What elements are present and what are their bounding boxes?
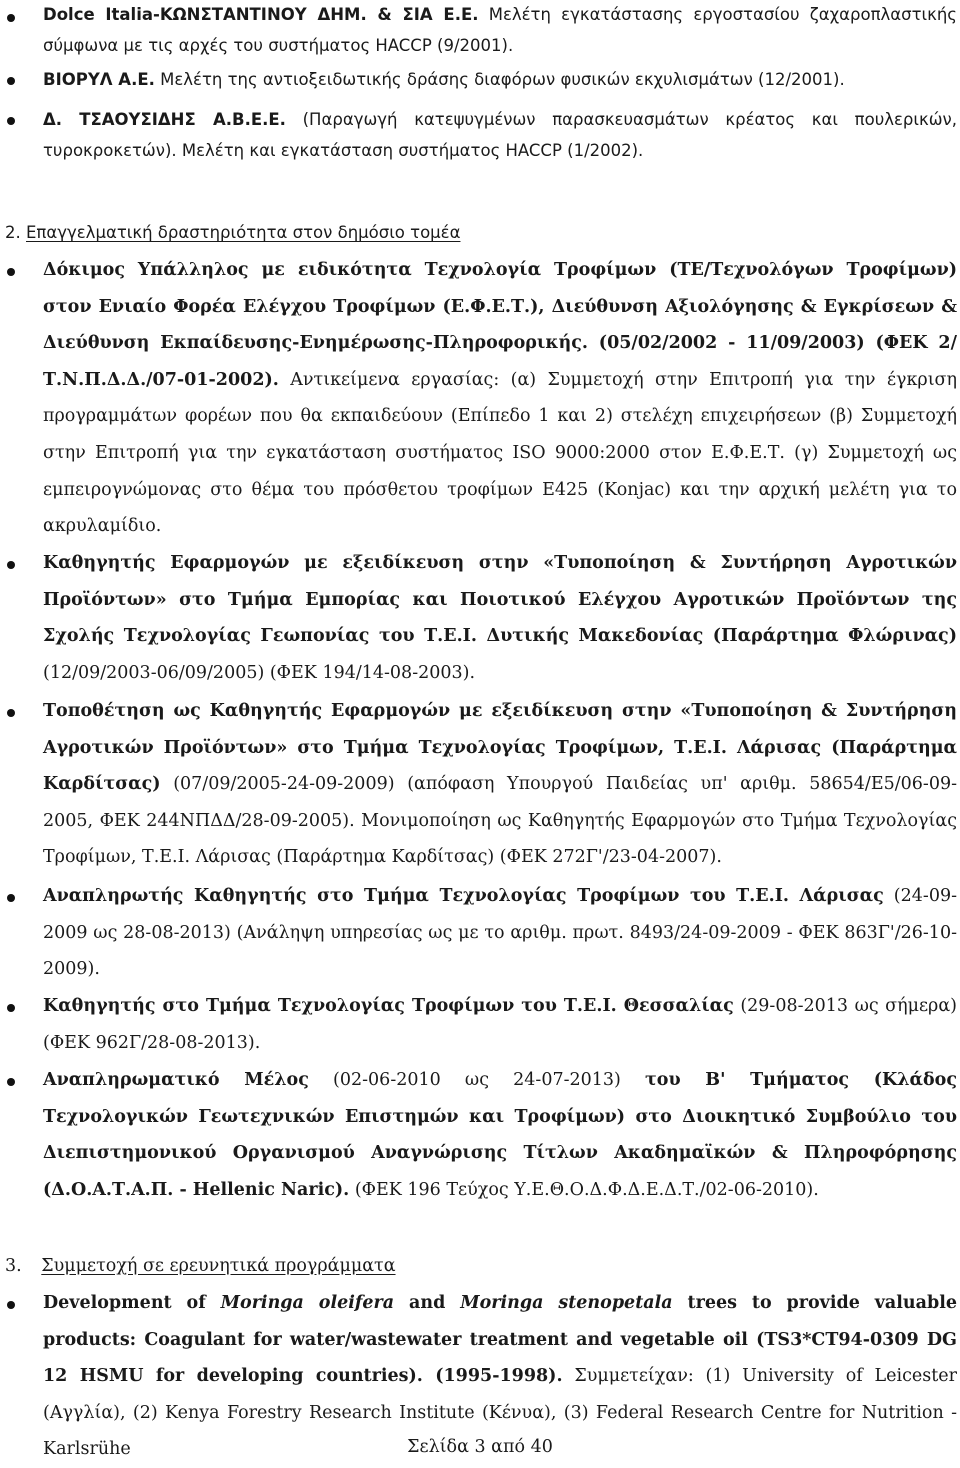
list-item-text xyxy=(43,878,957,988)
item-description: (24-09-2009 ως 28-08-2013) (Ανάληψη υπηρεσίας ως με το αριθμ. πρωτ. 8493/24-09-2009 - ΦΕΚ 863Γ'/26-10-2009). xyxy=(43,886,957,980)
bullet-icon xyxy=(7,77,15,85)
board-description: του Β' Τμήματος (Κλάδος Τεχνολογικών Γεωτεχνικών Επιστημών και Τροφίμων) στο Διοικητικό Συμβούλιο του Διεπιστημονικού Οργανισμού Αναγνώρισης Τίτλων Ακαδημαϊκών & Πληροφόρησης (Δ.Ο.Α.Τ.Α.Π. - Hellenic Naric). xyxy=(43,1070,957,1200)
company-name: Dolce Italia-ΚΩΝΣΤΑΝΤΙΝΟΥ ΔΗΜ. & ΣΙΑ Ε.Ε. xyxy=(43,5,479,24)
item-description: Συμμετείχαν: (1) University of Leicester (Αγγλία), (2) Kenya Forestry Research Institute (Κένυα), (3) Federal Research Centre for Nutrition - Karlsrühe xyxy=(43,1366,957,1460)
section-heading xyxy=(5,1253,396,1279)
project-title-part: trees to provide valuable products: Coagulant for water/wastewater treatment and vegetable oil (TS3*CT94-0309 DG 12 HSMU for developing countries). (1995-1998). xyxy=(43,1293,957,1387)
species-name: Moringa oleifera xyxy=(220,1293,395,1313)
position-title: Δόκιμος Υπάλληλος με ειδικότητα Τεχνολογία Τροφίμων (ΤΕ/Τεχνολόγων Τροφίμων) στον Ενιαίο Φορέα Ελέγχου Τροφίμων (Ε.Φ.Ε.Τ.), Διεύθυνση Αξιολόγησης & Εγκρίσεων & Διεύθυνση Εκπαίδευσης-Ενημέρωσης-Πληροφορικής. (05/02/2002 - 11/09/2003) (ΦΕΚ 2/Τ.Ν.Π.Δ.Δ./07-01-2002). xyxy=(43,260,957,390)
company-name: ΒΙΟΡΥΛ Α.Ε. xyxy=(43,70,155,89)
page-number: Σελίδα 3 από 40 xyxy=(407,1437,553,1457)
item-description: Αντικείμενα εργασίας: (α) Συμμετοχή στην Επιτροπή για την έγκριση προγραμμάτων φορέων που θα εκπαιδεύουν (Επίπεδο 1 και 2) στελέχη επιχειρήσεων (β) Συμμετοχή στην Επιτροπή για την εγκατάσταση συστήματος ISO 9000:2000 στον Ε.Φ.Ε.Τ. (γ) Συμμετοχή ως εμπειρογνώμονας στο θέμα του πρόσθετου τροφίμων Ε425 (Konjac) και την αρχική μελέτη για το ακρυλαμίδιο. xyxy=(43,369,957,537)
position-title: Αναπληρωματικό Μέλος xyxy=(43,1070,309,1090)
item-reference: (ΦΕΚ 196 Τεύχος Υ.Ε.Θ.Ο.Δ.Φ.Δ.Ε.Δ.Τ./02-06-2010). xyxy=(349,1179,819,1200)
section-number: 2. xyxy=(5,223,21,242)
bullet-icon xyxy=(7,268,15,276)
position-title: Καθηγητής στο Τμήμα Τεχνολογίας Τροφίμων του Τ.Ε.Ι. Θεσσαλίας xyxy=(43,996,734,1016)
bullet-icon xyxy=(7,1004,15,1012)
list-item-text xyxy=(43,104,957,167)
bullet-icon xyxy=(7,1301,15,1309)
item-description: (07/09/2005-24-09-2009) (απόφαση Υπουργού Παιδείας υπ' αριθμ. 58654/Ε5/06-09-2005, ΦΕΚ 244ΝΠΔΔ/28-09-2005). Μονιμοποίηση ως Καθηγητής Εφαρμογών στο Τμήμα Τεχνολογίας Τροφίμων, Τ.Ε.Ι. Λάρισας (Παράρτημα Καρδίτσας) (ΦΕΚ 272Γ'/23-04-2007). xyxy=(43,774,957,868)
list-item-text xyxy=(43,64,957,95)
position-title: Αναπληρωτής Καθηγητής στο Τμήμα Τεχνολογίας Τροφίμων του Τ.Ε.Ι. Λάρισας xyxy=(43,886,884,906)
item-description: (02-06-2010 ως 24-07-2013) xyxy=(308,1070,646,1090)
list-item-text xyxy=(43,545,957,691)
item-description: Μελέτη εγκατάστασης εργοστασίου ζαχαροπλαστικής σύμφωνα με τις αρχές του συστήματος HACCP (9/2001). xyxy=(43,5,957,56)
list-item-text xyxy=(43,252,957,545)
bullet-icon xyxy=(7,561,15,569)
list-item-text xyxy=(43,988,957,1061)
list-item-text xyxy=(43,0,957,62)
project-title-part: Development of xyxy=(43,1293,221,1313)
company-name: Δ. ΤΣΑΟΥΣΙΔΗΣ Α.Β.Ε.Ε. xyxy=(43,110,286,129)
item-description: Μελέτη της αντιοξειδωτικής δράσης διαφόρων φυσικών εκχυλισμάτων (12/2001). xyxy=(154,70,845,89)
bullet-icon xyxy=(7,1078,15,1086)
page-footer xyxy=(0,1434,960,1460)
project-title-part: and xyxy=(394,1293,461,1313)
bullet-icon xyxy=(7,894,15,902)
list-item-text xyxy=(43,1062,957,1208)
item-description: (Παραγωγή κατεψυγμένων παρασκευασμάτων κρέατος και πουλερικών, τυροκροκετών). Μελέτη και εγκατάσταση συστήματος HACCP (1/2002). xyxy=(43,110,957,161)
bullet-icon xyxy=(7,117,15,125)
item-description: (12/09/2003-06/09/2005) (ΦΕΚ 194/14-08-2003). xyxy=(43,662,476,683)
section-title: Επαγγελματική δραστηριότητα στον δημόσιο τομέα xyxy=(26,223,461,242)
species-name: Moringa stenopetala xyxy=(460,1293,673,1313)
bullet-icon xyxy=(7,14,15,22)
list-item-text xyxy=(43,693,957,876)
position-title: Καθηγητής Εφαρμογών με εξειδίκευση στην «Τυποποίηση & Συντήρηση Αγροτικών Προϊόντων» στο Τμήμα Εμπορίας και Ποιοτικού Ελέγχου Αγροτικών Προϊόντων της Σχολής Τεχνολογίας Γεωπονίας του Τ.Ε.Ι. Δυτικής Μακεδονίας (Παράρτημα Φλώρινας) xyxy=(43,553,957,647)
section-title: Συμμετοχή σε ερευνητικά προγράμματα xyxy=(41,1256,396,1276)
bullet-icon xyxy=(7,709,15,717)
section-number: 3. xyxy=(5,1256,22,1276)
item-description: (29-08-2013 ως σήμερα) (ΦΕΚ 962Γ/28-08-2013). xyxy=(43,996,957,1053)
section-heading xyxy=(5,220,460,246)
position-title: Τοποθέτηση ως Καθηγητής Εφαρμογών με εξειδίκευση στην «Τυποποίηση & Συντήρηση Αγροτικών Προϊόντων» στο Τμήμα Τεχνολογίας Τροφίμων, Τ.Ε.Ι. Λάρισας (Παράρτημα Καρδίτσας) xyxy=(43,701,957,795)
